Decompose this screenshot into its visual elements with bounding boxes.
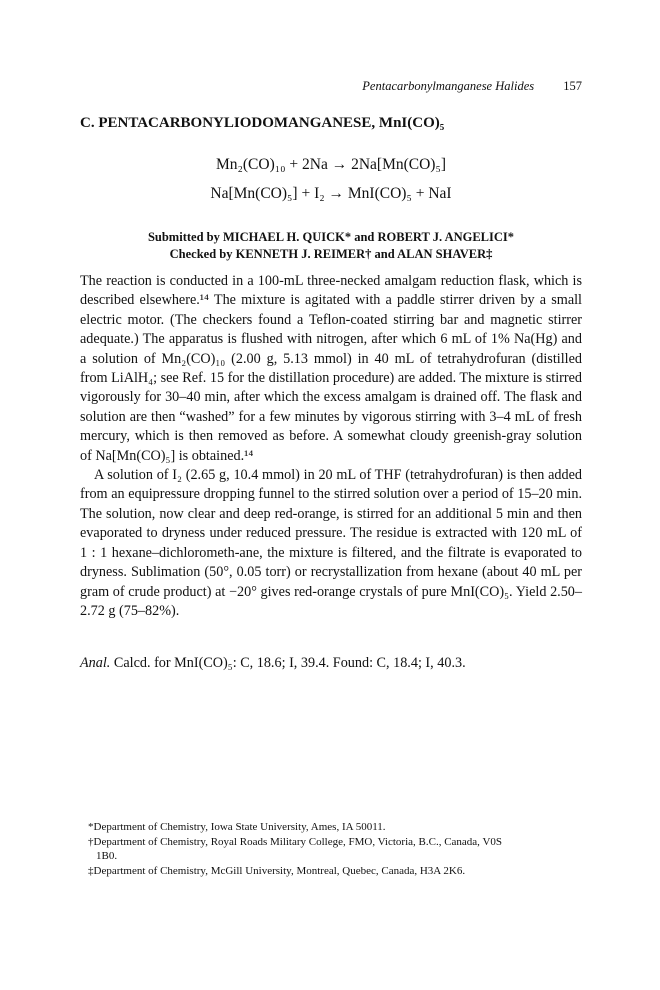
reaction-equations <box>80 150 582 208</box>
footnote-2-continued: 1B0. <box>96 850 118 862</box>
procedure-text <box>80 272 582 621</box>
running-header <box>80 78 582 94</box>
analysis-label: Anal. <box>80 655 111 671</box>
paragraph-2: A solution of I₂ (2.65 g, 10.4 mmol) in 20 mL of THF (tetrahydrofuran) is then added from an equipressure dropping funnel to the stirred solution over a period of 15–20 min. The solution, now clear and deep red-orange, is stirred for an additional 5 min and then evaporated to dryness under reduced pressure. The residue is extracted with 120 mL of 1 : 1 hexane–dichlorometh-ane, the mixture is filtered, and the filtrate is evaporated to dryness. Sublimation (50°, 0.05 torr) or recrystallization from hexane (about 40 mL per gram of crude product) at −20° gives red-orange crystals of pure MnI(CO)₅. Yield 2.50–2.72 g (75–82%). <box>80 467 582 619</box>
footnote-1: *Department of Chemistry, Iowa State University, Ames, IA 50011. <box>88 821 386 833</box>
analysis-text: Calcd. for MnI(CO)₅: C, 18.6; I, 39.4. Found: C, 18.4; I, 40.3. <box>113 655 466 671</box>
equation-2: Na[Mn(CO)₅] + I₂ → MnI(CO)₅ + NaI <box>210 185 452 202</box>
running-title: Pentacarbonylmanganese Halides <box>362 79 535 93</box>
footnote-2: †Department of Chemistry, Royal Roads Military College, FMO, Victoria, B.C., Canada, V0S <box>88 835 503 848</box>
footnote-3: ‡Department of Chemistry, McGill University, Montreal, Quebec, Canada, H3A 2K6. <box>88 864 466 877</box>
footnotes <box>88 820 584 878</box>
analysis-line <box>80 654 582 673</box>
equation-1: Mn₂(CO)₁₀ + 2Na → 2Na[Mn(CO)₅] <box>215 156 447 173</box>
section-title: C. PENTACARBONYLIODOMANGANESE, MnI(CO)₅ <box>80 115 445 131</box>
checked-by-line: Checked by KENNETH J. REIMER† and ALAN SHAVER‡ <box>169 247 493 261</box>
page-number: 157 <box>563 79 582 93</box>
author-credits <box>80 229 582 263</box>
submitted-by-line: Submitted by MICHAEL H. QUICK* and ROBERT J. ANGELICI* <box>147 230 515 244</box>
paragraph-1: The reaction is conducted in a 100-mL three-necked amalgam reduction flask, which is described elsewhere.¹⁴ The mixture is agitated with a paddle stirrer driven by a small electric motor. (The checkers found a Teflon-coated stirring bar and magnetic stirrer adequate.) The apparatus is flushed with nitrogen, after which 6 mL of 1% Na(Hg) and a solution of Mn₂(CO)₁₀ (2.00 g, 5.13 mmol) in 40 mL of tetrahydrofuran (distilled from LiAlH₄; see Ref. 15 for the distillation procedure) are added. The mixture is stirred vigorously for 30–40 min, after which the excess amalgam is drained off. The flask and solution are then “washed” for a few minutes by vigorous stirring with 3–4 mL of fresh mercury, which is then removed as before. A somewhat cloudy greenish-gray solution of Na[Mn(CO)₅] is obtained.¹⁴ <box>80 273 582 464</box>
